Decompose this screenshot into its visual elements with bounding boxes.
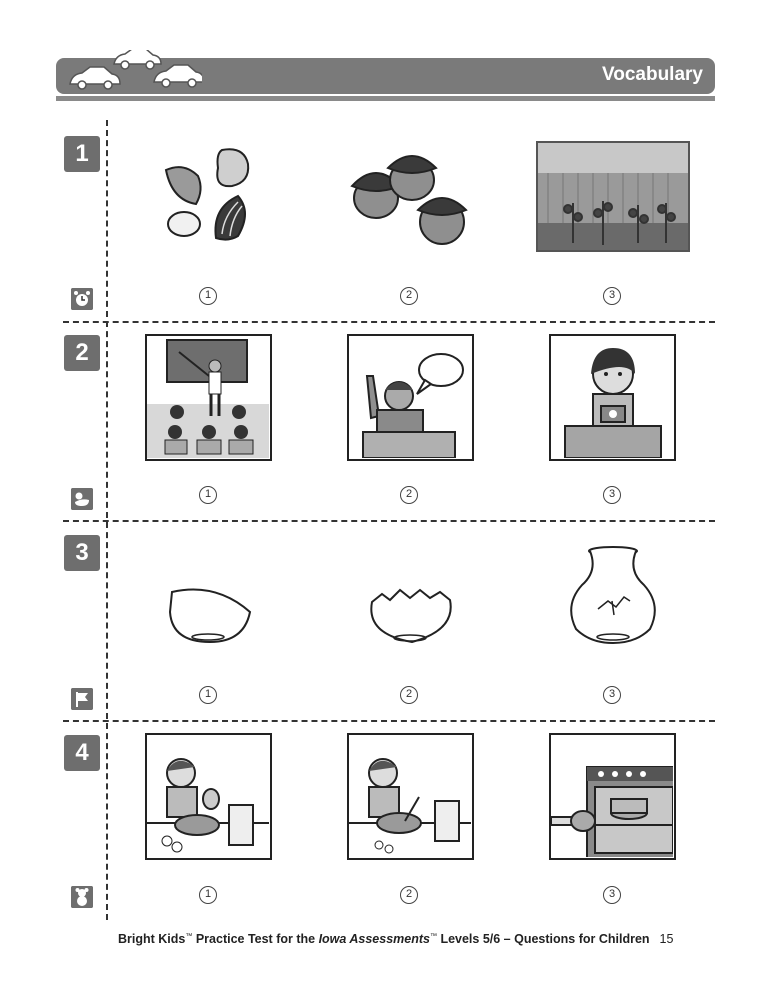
- question-number-4: 4: [64, 735, 100, 771]
- girl-mixing-batter-picture: [145, 733, 272, 860]
- answer-option-4-2[interactable]: 2: [400, 886, 418, 904]
- acorns-picture: [348, 146, 473, 248]
- girl-with-camera-picture: [549, 334, 676, 461]
- answer-option-4-3[interactable]: 3: [603, 886, 621, 904]
- teacher-class-picture: [145, 334, 272, 461]
- question-number-2: 2: [64, 335, 100, 371]
- cake-in-oven-picture: [549, 733, 676, 860]
- answer-option-2-2[interactable]: 2: [400, 486, 418, 504]
- trademark-mark: ™: [429, 932, 437, 940]
- question-number-3: 3: [64, 535, 100, 571]
- answer-option-3-3[interactable]: 3: [603, 686, 621, 704]
- answer-option-2-3[interactable]: 3: [603, 486, 621, 504]
- garden-picture: [536, 141, 690, 252]
- row-divider: [63, 321, 715, 323]
- girl-stirring-bowl-picture: [347, 733, 474, 860]
- trademark-mark: ™: [185, 932, 193, 940]
- footer-brand: Bright Kids: [118, 932, 186, 946]
- answer-option-1-1[interactable]: 1: [199, 287, 217, 305]
- answer-option-2-1[interactable]: 1: [199, 486, 217, 504]
- footer-text-2: Levels 5/6 – Questions for Children: [436, 932, 650, 946]
- page-number: 15: [659, 932, 674, 946]
- answer-option-1-2[interactable]: 2: [400, 287, 418, 305]
- question-number-1: 1: [64, 136, 100, 172]
- answer-option-3-2[interactable]: 2: [400, 686, 418, 704]
- footer-text-1: Practice Test for the: [192, 932, 319, 946]
- cracked-egg-bowl-picture: [366, 588, 456, 648]
- alarm-clock-icon: [71, 288, 93, 310]
- page-footer: [118, 932, 718, 946]
- footer-series: Iowa Assessments: [318, 932, 430, 946]
- banner-rule: [56, 96, 715, 101]
- answer-option-1-3[interactable]: 3: [603, 287, 621, 305]
- flag-icon: [71, 688, 93, 710]
- answer-option-4-1[interactable]: 1: [199, 886, 217, 904]
- boy-raising-hand-picture: [347, 334, 474, 461]
- duck-icon: [71, 488, 93, 510]
- answer-option-3-1[interactable]: 1: [199, 686, 217, 704]
- chipped-bowl-picture: [164, 582, 252, 646]
- cars-icon: [62, 50, 202, 96]
- teddy-bear-icon: [71, 886, 93, 908]
- seeds-picture: [160, 142, 260, 247]
- section-banner: [56, 58, 715, 94]
- row-divider: [63, 520, 715, 522]
- page-title: Vocabulary: [601, 64, 703, 85]
- row-divider: [63, 720, 715, 722]
- cracked-vase-picture: [568, 545, 658, 645]
